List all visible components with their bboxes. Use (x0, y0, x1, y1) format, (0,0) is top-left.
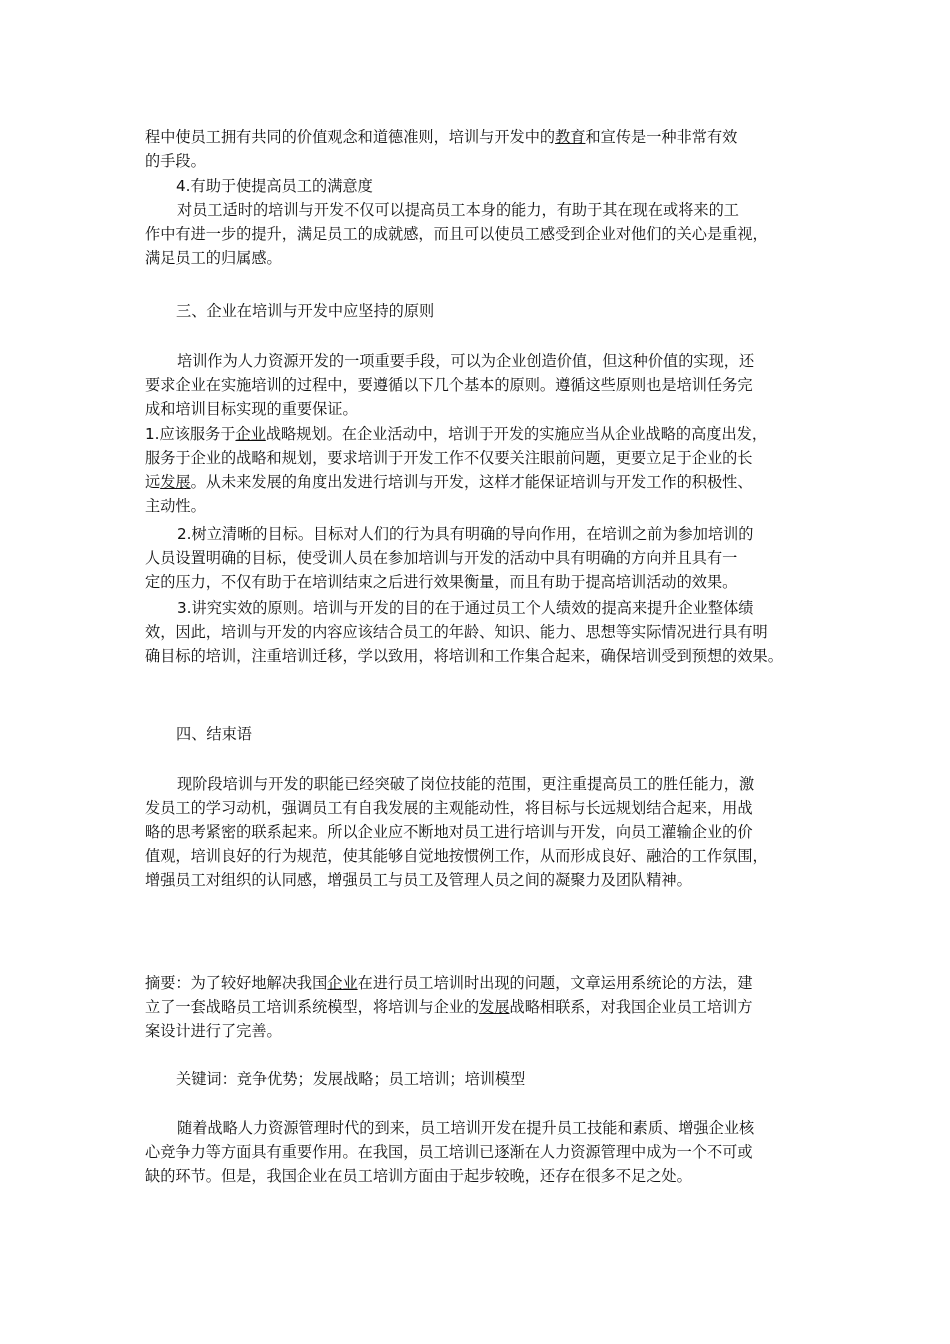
text-line: 效，因此，培训与开发的内容应该结合员工的年龄、知识、能力、思想等实际情况进行具有明 (145, 623, 768, 641)
text-line: 略的思考紧密的联系起来。所以企业应不断地对员工进行培训与开发，向员工灌输企业的价 (145, 823, 753, 841)
text-line: 程中使员工拥有共同的价值观念和道德准则，培训与开发中的教育和宣传是一种非常有效 (145, 128, 738, 146)
text-line: 立了一套战略员工培训系统模型，将培训与企业的发展战略相联系，对我国企业员工培训方 (145, 998, 753, 1016)
text-line: 摘要：为了较好地解决我国企业在进行员工培训时出现的问题，文章运用系统论的方法，建 (145, 974, 753, 992)
link-education[interactable]: 教育 (555, 128, 586, 146)
text-line: 随着战略人力资源管理时代的到来，员工培训开发在提升员工技能和素质、增强企业核 (177, 1119, 755, 1137)
text-line: 心竞争力等方面具有重要作用。在我国，员工培训已逐渐在人力资源管理中成为一个不可或 (145, 1143, 753, 1161)
paragraph-abstract (145, 971, 817, 1043)
text-line: 确目标的培训，注重培训迁移，学以致用，将培训和工作集合起来，确保培训受到预想的效果。 (145, 647, 783, 665)
paragraph-introduction (145, 1116, 817, 1188)
list-item-3 (145, 596, 817, 668)
list-number: 3. (177, 599, 192, 617)
text-line: 现阶段培训与开发的职能已经突破了岗位技能的范围，更注重提高员工的胜任能力，激 (177, 775, 755, 793)
link-enterprise[interactable]: 企业 (235, 425, 266, 443)
list-number: 4. (176, 177, 191, 195)
text-line: 满足员工的归属感。 (145, 249, 282, 267)
list-number: 1. (145, 425, 160, 443)
text-line: 服务于企业的战略和规划，要求培训于开发工作不仅要关注眼前问题，更要立足于企业的长 (145, 449, 753, 467)
text-line: 要求企业在实施培训的过程中，要遵循以下几个基本的原则。遵循这些原则也是培训任务完 (145, 376, 753, 394)
keywords-line: 关键词：竞争优势；发展战略；员工培训；培训模型 (176, 1070, 526, 1088)
text-line: 增强员工对组织的认同感，增强员工与员工及管理人员之间的凝聚力及团队精神。 (145, 871, 692, 889)
link-enterprise[interactable]: 企业 (327, 974, 358, 992)
text-line: 缺的环节。但是，我国企业在员工培训方面由于起步较晚，还存在很多不足之处。 (145, 1167, 692, 1185)
heading-satisfaction: 4.有助于使提高员工的满意度 (176, 177, 373, 195)
text-line: 远发展。从未来发展的角度出发进行培训与开发，这样才能保证培训与开发工作的积极性、 (145, 473, 753, 491)
paragraph-values-education (145, 125, 817, 173)
section-heading-principles: 三、企业在培训与开发中应坚持的原则 (176, 302, 435, 320)
text-line: 成和培训目标实现的重要保证。 (145, 400, 358, 418)
link-development[interactable]: 发展 (160, 473, 191, 491)
text-line: 培训作为人力资源开发的一项重要手段，可以为企业创造价值，但这种价值的实现，还 (177, 352, 755, 370)
text-line: 2.树立清晰的目标。目标对人们的行为具有明确的导向作用，在培训之前为参加培训的 (177, 525, 754, 543)
link-development[interactable]: 发展 (479, 998, 510, 1016)
text-line: 对员工适时的培训与开发不仅可以提高员工本身的能力，有助于其在现在或将来的工 (177, 201, 739, 219)
list-item-1 (145, 422, 817, 518)
paragraph-satisfaction (145, 198, 817, 270)
text-line: 值观，培训良好的行为规范，使其能够自觉地按惯例工作，从而形成良好、融洽的工作氛围， (145, 847, 768, 865)
text-line: 主动性。 (145, 497, 206, 515)
text-line: 案设计进行了完善。 (145, 1022, 282, 1040)
text-line: 3.讲究实效的原则。培训与开发的目的在于通过员工个人绩效的提高来提升企业整体绩 (177, 599, 754, 617)
paragraph-principles-intro (145, 349, 817, 421)
text-line: 的手段。 (145, 152, 206, 170)
text-line: 人员设置明确的目标，使受训人员在参加培训与开发的活动中具有明确的方向并且具有一 (145, 549, 738, 567)
text-line: 1.应该服务于企业战略规划。在企业活动中，培训于开发的实施应当从企业战略的高度出发， (145, 425, 767, 443)
text-line: 定的压力，不仅有助于在培训结束之后进行效果衡量，而且有助于提高培训活动的效果。 (145, 573, 738, 591)
list-item-2 (145, 522, 817, 594)
text-line: 发员工的学习动机，强调员工有自我发展的主观能动性，将目标与长远规划结合起来，用战 (145, 799, 753, 817)
section-heading-conclusion: 四、结束语 (176, 725, 252, 743)
text-line: 作中有进一步的提升，满足员工的成就感，而且可以使员工感受到企业对他们的关心是重视， (145, 225, 768, 243)
list-number: 2. (177, 525, 192, 543)
paragraph-conclusion (145, 772, 817, 892)
